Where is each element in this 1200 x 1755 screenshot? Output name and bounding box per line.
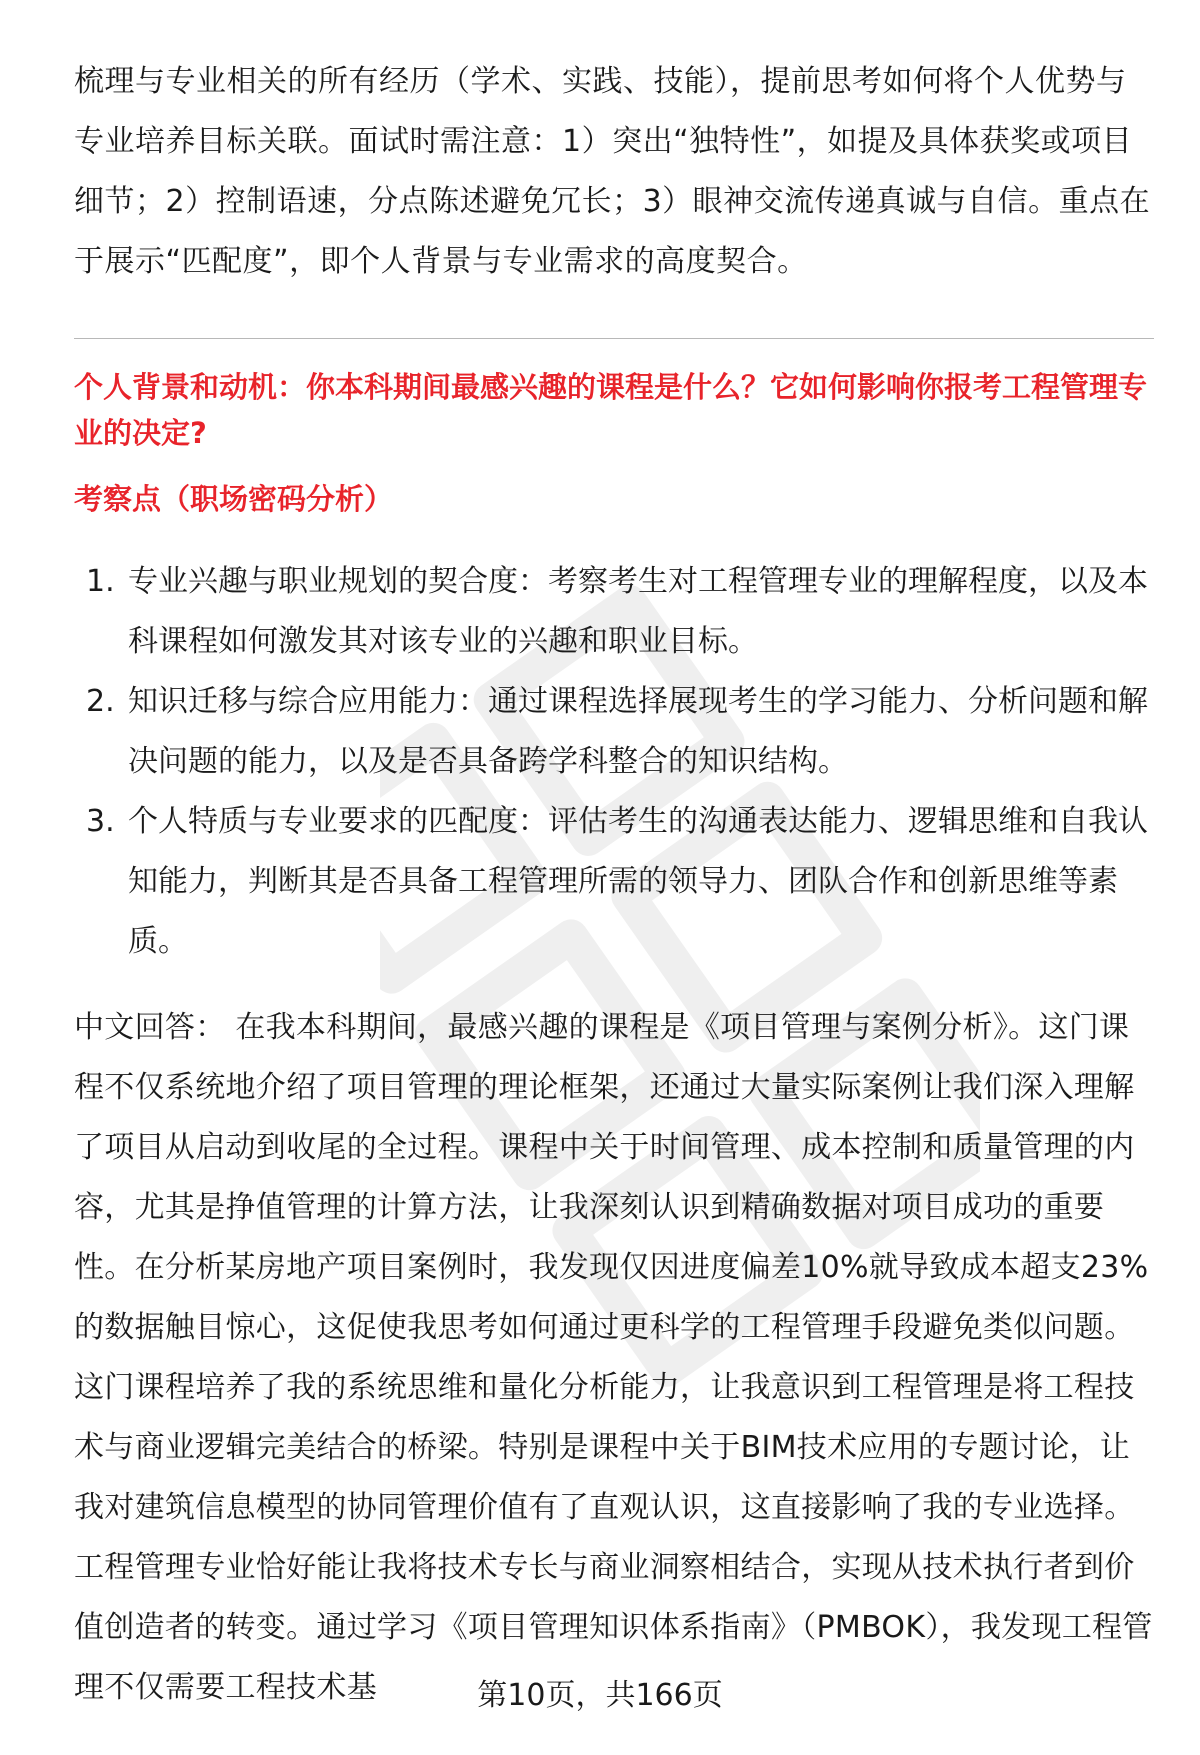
point-text: 专业兴趣与职业规划的契合度：考察考生对工程管理专业的理解程度，以及本科课程如何激发其对该专业的兴趣和职业目标。 [128,564,1148,659]
section-divider [74,338,1154,339]
page-number-footer: 第10页，共166页 [477,1678,723,1713]
point-text: 知识迁移与综合应用能力：通过课程选择展现考生的学习能力、分析问题和解决问题的能力，以及是否具备跨学科整合的知识结构。 [128,684,1148,779]
assessment-heading: 考察点（职场密码分析） [74,482,394,516]
answer-paragraph: 中文回答： 在我本科期间，最感兴趣的课程是《项目管理与案例分析》。这门课程不仅系统地介绍了项目管理的理论框架，还通过大量实际案例让我们深入理解了项目从启动到收尾的全过程。课程中关于时间管理、成本控制和质量管理的内容，尤其是挣值管理的计算方法，让我深刻认识到精确数据对项目成功的重要性。在分析某房地产项目案例时，我发现仅因进度偏差10%就导致成本超支23%的数据触目惊心，这促使我思考如何通过更科学的工程管理手段避免类似问题。这门课程培养了我的系统思维和量化分析能力，让我意识到工程管理是将工程技术与商业逻辑完美结合的桥梁。特别是课程中关于BIM技术应用的专题讨论，让我对建筑信息模型的协同管理价值有了直观认识，这直接影响了我的专业选择。工程管理专业恰好能让我将技术专长与商业洞察相结合，实现从技术执行者到价值创造者的转变。通过学习《项目管理知识体系指南》（PMBOK），我发现工程管理不仅需要工程技术基 [74,1010,1153,1705]
point-number: 3. [86,804,115,839]
point-text: 个人特质与专业要求的匹配度：评估考生的沟通表达能力、逻辑思维和自我认知能力，判断其是否具备工程管理所需的领导力、团队合作和创新思维等素质。 [128,804,1148,959]
assessment-point [74,672,1154,792]
intro-paragraph: 梳理与专业相关的所有经历（学术、实践、技能），提前思考如何将个人优势与专业培养目标关联。面试时需注意：1）突出“独特性”，如提及具体获奖或项目细节；2）控制语速，分点陈述避免冗长；3）眼神交流传递真诚与自信。重点在于展示“匹配度”，即个人背景与专业需求的高度契合。 [74,64,1151,279]
assessment-point [74,792,1154,972]
assessment-point-list [74,552,1154,972]
interview-question: 个人背景和动机：你本科期间最感兴趣的课程是什么？它如何影响你报考工程管理专业的决定? [74,370,1148,450]
assessment-point [74,552,1154,672]
point-number: 1. [86,564,115,599]
point-number: 2. [86,684,115,719]
